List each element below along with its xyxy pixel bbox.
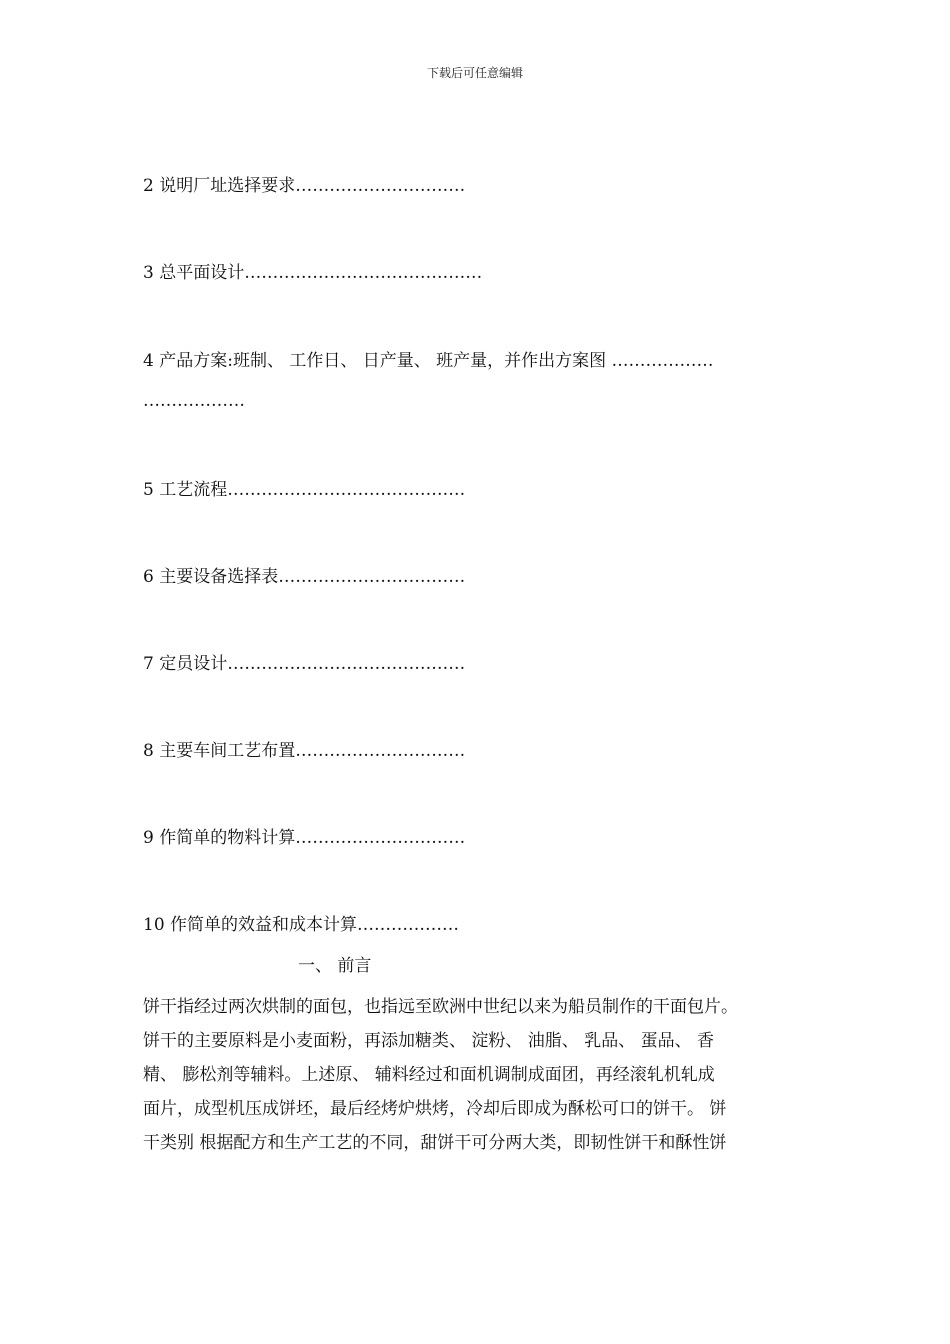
toc-item-5: 5 工艺流程…………………………………… bbox=[143, 480, 466, 500]
toc-item-8: 8 主要车间工艺布置………………………… bbox=[143, 741, 466, 761]
toc-item-3: 3 总平面设计…………………………………… bbox=[143, 263, 483, 283]
paragraph-line: 干类别 根据配方和生产工艺的不同，甜饼干可分两大类，即韧性饼干和酥性饼 bbox=[143, 1133, 727, 1153]
page-header: 下载后可任意编辑 bbox=[426, 66, 523, 80]
paragraph-line: 饼干指经过两次烘制的面包，也指远至欧洲中世纪以来为船员制作的干面包片。 bbox=[143, 997, 738, 1017]
body-paragraph bbox=[143, 990, 823, 1160]
toc-item-2: 2 说明厂址选择要求………………………… bbox=[143, 176, 466, 196]
toc-item-6: 6 主要设备选择表…………………………… bbox=[143, 567, 466, 587]
toc-item-4: 4 产品方案:班制、 工作日、 日产量、 班产量，并作出方案图 ……………… bbox=[143, 351, 714, 371]
paragraph-line: 饼干的主要原料是小麦面粉，再添加糖类、 淀粉、 油脂、 乳品、 蛋品、 香 bbox=[143, 1031, 715, 1051]
toc-item-9: 9 作简单的物料计算………………………… bbox=[143, 828, 466, 848]
toc-item-10: 10 作简单的效益和成本计算……………… bbox=[143, 915, 460, 935]
paragraph-line: 面片，成型机压成饼坯，最后经烤炉烘烤，冷却后即成为酥松可口的饼干。 饼 bbox=[143, 1099, 727, 1119]
toc-item-7: 7 定员设计…………………………………… bbox=[143, 654, 466, 674]
toc-item-4-continued: ……………… bbox=[143, 391, 245, 411]
section-heading: 一、 前言 bbox=[298, 956, 372, 976]
paragraph-line: 精、 膨松剂等辅料。上述原、 辅料经过和面机调制成面团，再经滚轧机轧成 bbox=[143, 1065, 715, 1085]
